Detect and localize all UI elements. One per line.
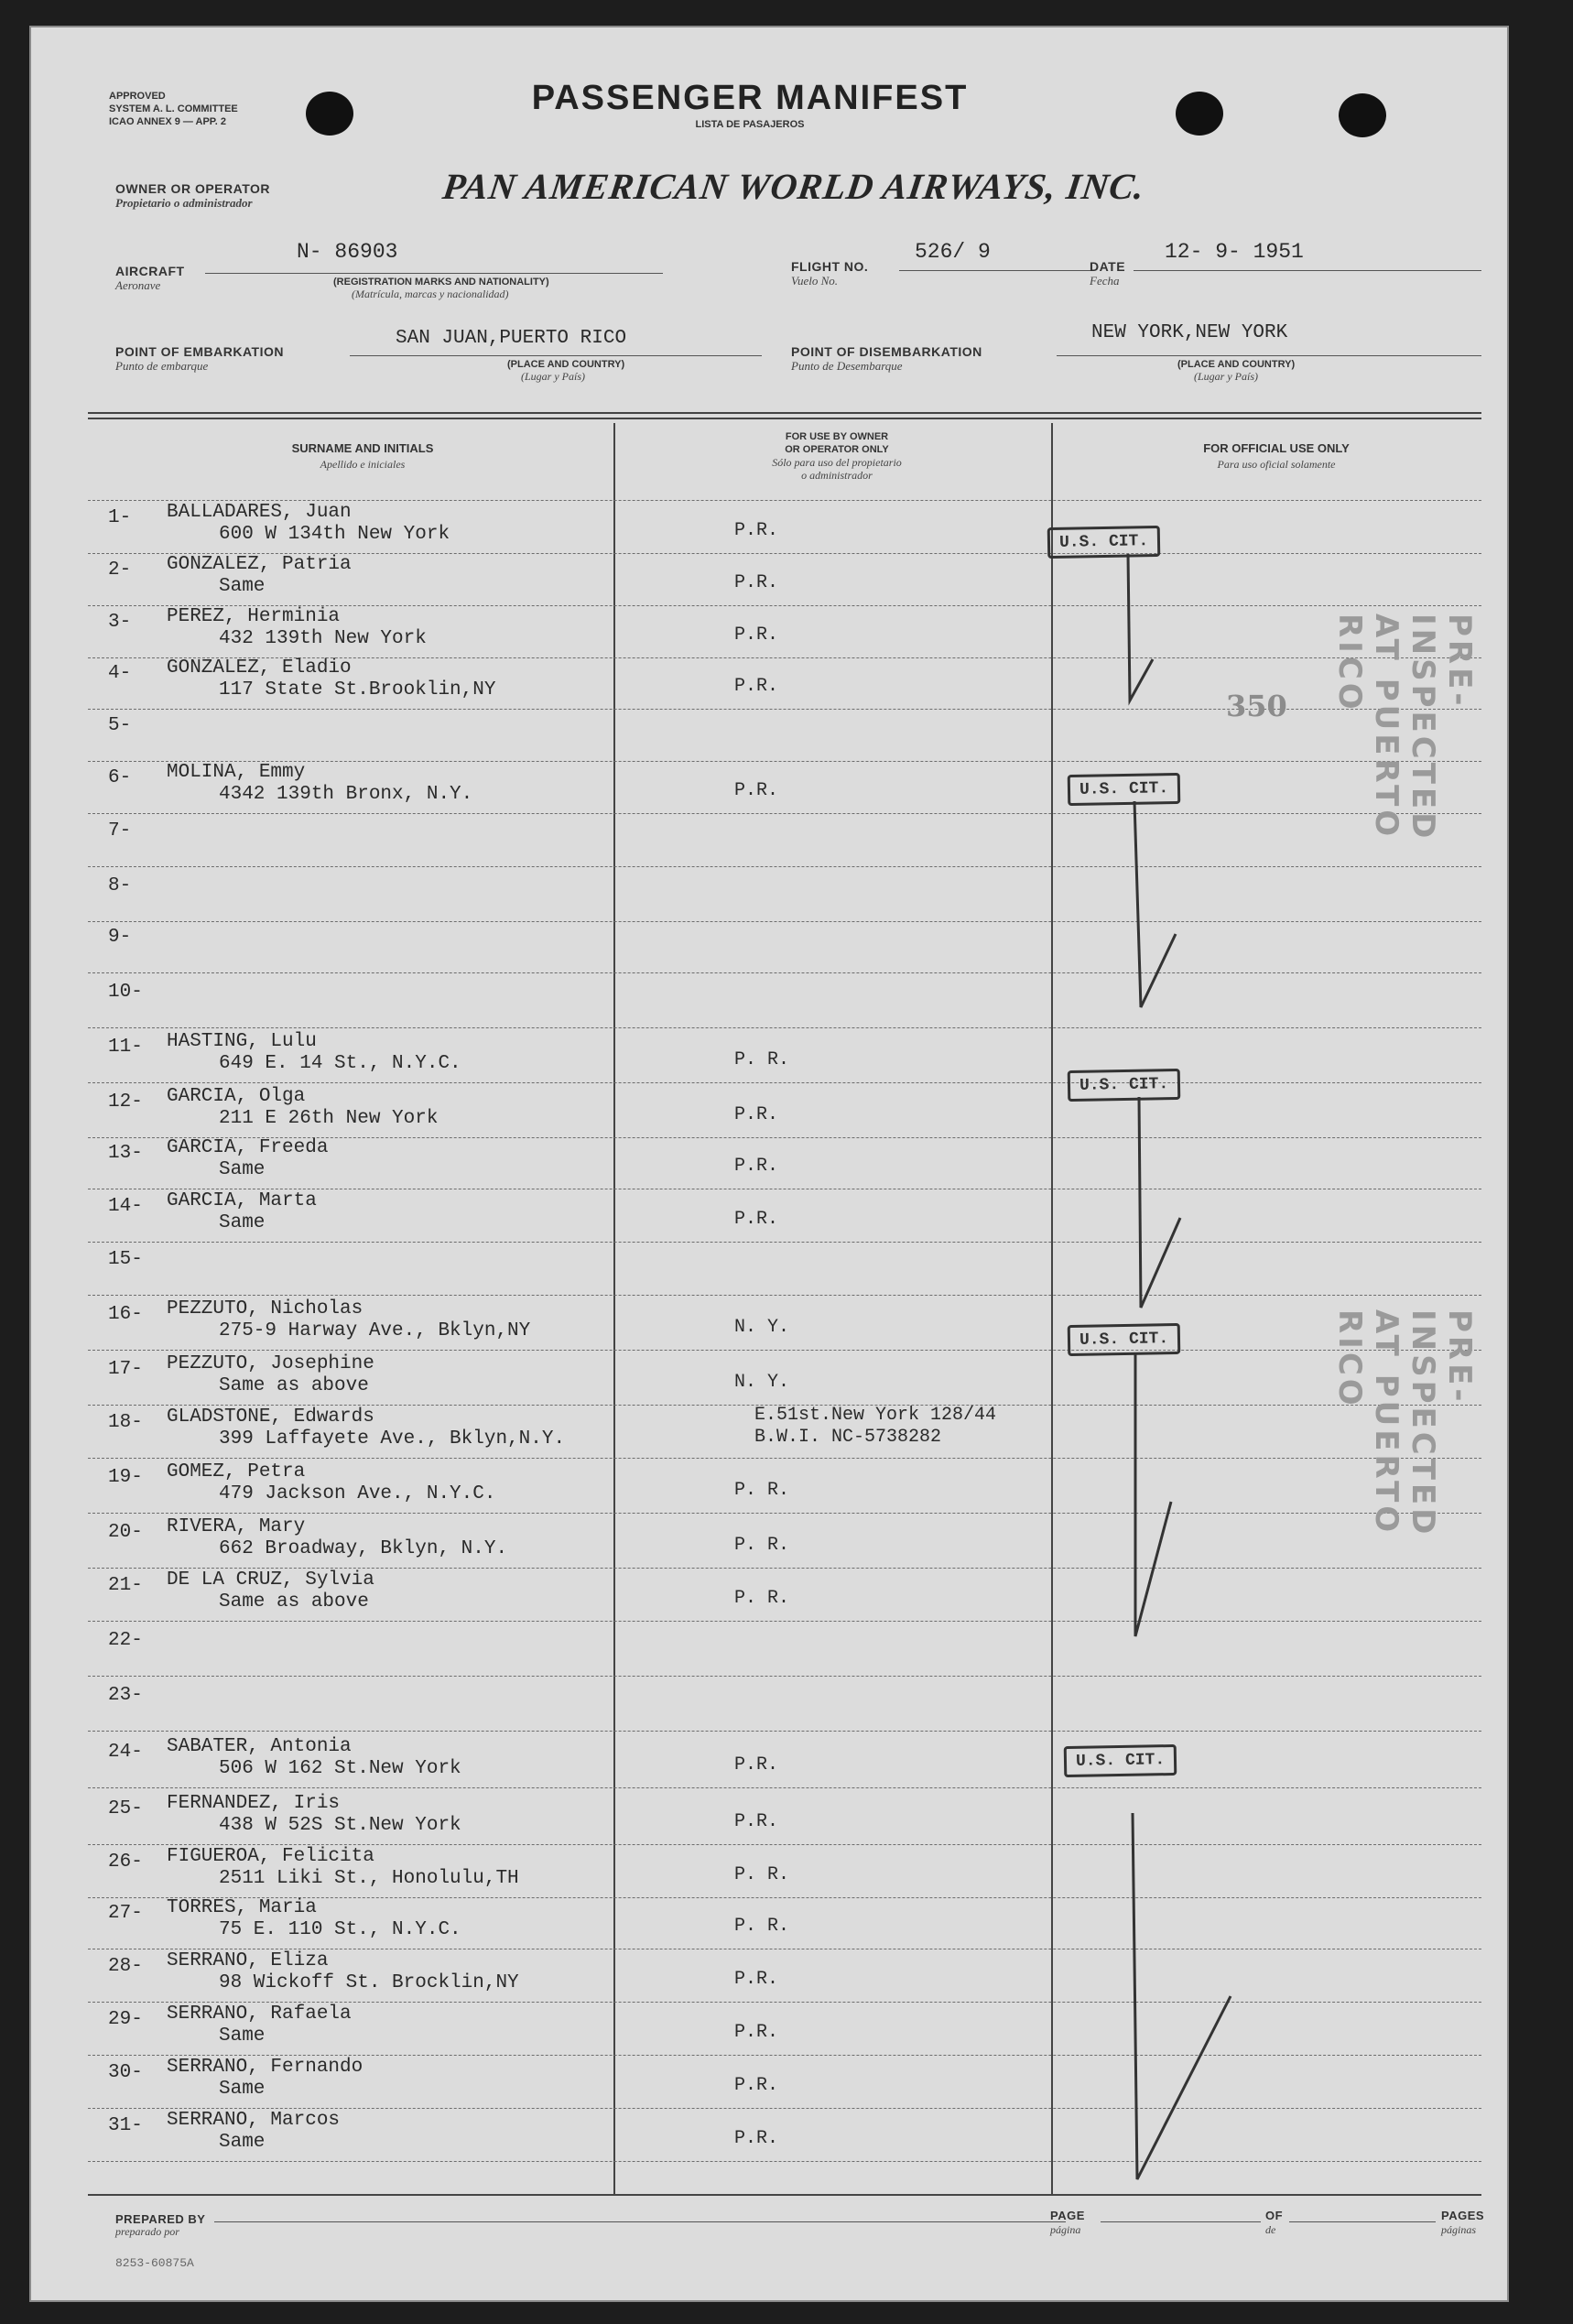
- passenger-address: Same: [219, 2079, 266, 2100]
- approval-line: APPROVED: [109, 91, 166, 102]
- us-citizen-stamp: U.S. CIT.: [1068, 1323, 1181, 1356]
- passenger-name: SERRANO, Marcos: [167, 2110, 341, 2131]
- row-number: 22-: [108, 1630, 143, 1651]
- check-mark: [1128, 554, 1153, 700]
- operator-code: P.R.: [734, 1104, 779, 1125]
- row-number: 17-: [108, 1359, 143, 1380]
- embark-value: SAN JUAN,PUERTO RICO: [396, 328, 627, 349]
- row-number: 12-: [108, 1091, 143, 1113]
- passenger-address: Same as above: [219, 1591, 369, 1613]
- operator-code: E.51st.New York 128/44: [754, 1405, 997, 1426]
- col-official-header-es: Para uso oficial solamente: [1217, 458, 1336, 471]
- page-underline: [1101, 2221, 1261, 2222]
- passenger-address: Same as above: [219, 1375, 369, 1396]
- disembark-label-es: Punto de Desembarque: [791, 359, 903, 373]
- aircraft-label: AIRCRAFT: [115, 264, 185, 278]
- passenger-address: 432 139th New York: [219, 628, 427, 649]
- row-number: 16-: [108, 1304, 143, 1325]
- us-citizen-stamp: U.S. CIT.: [1068, 1069, 1181, 1102]
- check-mark: [1139, 1097, 1180, 1308]
- prepared-label-es: preparado por: [115, 2225, 179, 2238]
- col-operator-line: FOR USE BY OWNER: [785, 431, 889, 442]
- operator-code: P. R.: [734, 1864, 790, 1885]
- us-citizen-stamp: U.S. CIT.: [1068, 773, 1181, 806]
- row-number: 8-: [108, 875, 132, 896]
- col-surname-header-es: Apellido e iniciales: [320, 458, 406, 471]
- operator-code: P. R.: [734, 1480, 790, 1501]
- embark-place-note-es: (Lugar y País): [521, 370, 585, 383]
- passenger-name: DE LA CRUZ, Sylvia: [167, 1569, 374, 1591]
- passenger-name: HASTING, Lulu: [167, 1031, 317, 1052]
- passenger-address: 399 Laffayete Ave., Bklyn,N.Y.: [219, 1428, 566, 1450]
- col-surname-header: SURNAME AND INITIALS: [291, 441, 434, 455]
- of-label: OF: [1265, 2209, 1284, 2222]
- check-mark: [1133, 1813, 1231, 2179]
- operator-code: N. Y.: [734, 1372, 790, 1393]
- passenger-name: TORRES, Maria: [167, 1897, 317, 1918]
- operator-code: P.R.: [734, 1811, 779, 1832]
- date-value: 12- 9- 1951: [1165, 240, 1304, 264]
- row-number: 4-: [108, 663, 132, 684]
- passenger-address: Same: [219, 1159, 266, 1180]
- disembark-value: NEW YORK,NEW YORK: [1091, 322, 1288, 343]
- row-number: 14-: [108, 1196, 143, 1217]
- passenger-name: SERRANO, Eliza: [167, 1950, 329, 1971]
- footer-rule: [88, 2194, 1481, 2196]
- passenger-name: RIVERA, Mary: [167, 1516, 306, 1537]
- embark-label: POINT OF EMBARKATION: [115, 344, 284, 359]
- passenger-name: GARCIA, Freeda: [167, 1137, 329, 1158]
- pre-inspected-stamp: PRE-INSPECTED AT PUERTO RICO: [1331, 1309, 1478, 1538]
- disembark-place-note: (PLACE AND COUNTRY): [1177, 359, 1296, 370]
- check-mark: [1135, 1353, 1171, 1636]
- of-label-es: de: [1265, 2223, 1276, 2236]
- date-label: DATE: [1090, 259, 1126, 274]
- passenger-name: BALLADARES, Juan: [167, 502, 352, 523]
- flight-label: FLIGHT NO.: [791, 259, 869, 274]
- operator-code: P. R.: [734, 1049, 790, 1070]
- operator-code: P.R.: [734, 520, 779, 541]
- passenger-address: Same: [219, 1212, 266, 1233]
- row-number: 20-: [108, 1522, 143, 1543]
- date-label-es: Fecha: [1090, 274, 1120, 288]
- check-mark: [1134, 801, 1176, 1007]
- flight-label-es: Vuelo No.: [791, 274, 839, 288]
- passenger-name: PEREZ, Herminia: [167, 606, 341, 627]
- operator-code: P.R.: [734, 676, 779, 697]
- row-number: 9-: [108, 927, 132, 948]
- row-number: 30-: [108, 2062, 143, 2083]
- col-operator-line: OR OPERATOR ONLY: [785, 444, 889, 455]
- passenger-address: Same: [219, 2025, 266, 2047]
- passenger-address: 211 E 26th New York: [219, 1108, 439, 1129]
- passenger-name: GONZALEZ, Eladio: [167, 657, 352, 679]
- operator-code: P.R.: [734, 2128, 779, 2149]
- row-number: 21-: [108, 1575, 143, 1596]
- page-label-es: página: [1050, 2223, 1081, 2236]
- row-number: 18-: [108, 1412, 143, 1433]
- passenger-name: GARCIA, Marta: [167, 1190, 317, 1211]
- passenger-address: 649 E. 14 St., N.Y.C.: [219, 1053, 461, 1074]
- passenger-address: 117 State St.Brooklin,NY: [219, 679, 496, 700]
- operator-code: N. Y.: [734, 1317, 790, 1338]
- passenger-address: 75 E. 110 St., N.Y.C.: [219, 1919, 461, 1940]
- row-number: 7-: [108, 820, 132, 842]
- operator-code: P.R.: [734, 624, 779, 646]
- row-number: 26-: [108, 1852, 143, 1873]
- prepared-underline: [214, 2221, 1066, 2222]
- passenger-name: SERRANO, Rafaela: [167, 2004, 352, 2025]
- passenger-address: 275-9 Harway Ave., Bklyn,NY: [219, 1320, 531, 1341]
- col-operator-line: Sólo para uso del propietario: [772, 456, 902, 469]
- prepared-label: PREPARED BY: [115, 2212, 206, 2226]
- approval-line: ICAO ANNEX 9 — APP. 2: [109, 116, 226, 127]
- us-citizen-stamp: U.S. CIT.: [1064, 1744, 1177, 1777]
- page-title: PASSENGER MANIFEST: [531, 79, 969, 117]
- row-number: 6-: [108, 767, 132, 788]
- operator-code: P.R.: [734, 780, 779, 801]
- pre-inspected-stamp: PRE-INSPECTED AT PUERTO RICO: [1331, 614, 1478, 842]
- us-citizen-stamp: U.S. CIT.: [1047, 526, 1161, 559]
- disembark-label: POINT OF DISEMBARKATION: [791, 344, 982, 359]
- passenger-address: 4342 139th Bronx, N.Y.: [219, 784, 473, 805]
- check-marks: [31, 27, 1507, 2300]
- of-underline: [1289, 2221, 1436, 2222]
- passenger-name: FERNANDEZ, Iris: [167, 1793, 341, 1814]
- embark-label-es: Punto de embarque: [115, 359, 209, 373]
- flight-value: 526/ 9: [915, 240, 991, 264]
- row-number: 13-: [108, 1143, 143, 1164]
- manifest-sheet: [29, 26, 1509, 2302]
- col-operator-line: o administrador: [801, 469, 873, 482]
- aircraft-note: (REGISTRATION MARKS AND NATIONALITY): [333, 277, 549, 288]
- aircraft-value: N- 86903: [297, 240, 398, 264]
- passenger-name: SERRANO, Fernando: [167, 2057, 363, 2078]
- embark-place-note: (PLACE AND COUNTRY): [507, 359, 625, 370]
- operator-code: P. R.: [734, 1588, 790, 1609]
- passenger-address: Same: [219, 2132, 266, 2153]
- aircraft-label-es: Aeronave: [115, 278, 161, 292]
- row-number: 1-: [108, 507, 132, 528]
- operator-name: PAN AMERICAN WORLD AIRWAYS, INC.: [439, 166, 1148, 207]
- passenger-address: 98 Wickoff St. Brocklin,NY: [219, 1972, 519, 1993]
- passenger-address: 479 Jackson Ave., N.Y.C.: [219, 1483, 496, 1504]
- operator-code: P.R.: [734, 572, 779, 593]
- disembark-place-note-es: (Lugar y País): [1194, 370, 1258, 383]
- row-number: 10-: [108, 982, 143, 1003]
- row-number: 31-: [108, 2115, 143, 2136]
- row-number: 28-: [108, 1956, 143, 1977]
- passenger-name: GOMEZ, Petra: [167, 1461, 306, 1482]
- row-number: 5-: [108, 715, 132, 736]
- operator-code: P.R.: [734, 2075, 779, 2096]
- pages-label: PAGES: [1441, 2209, 1485, 2222]
- aircraft-note-es: (Matrícula, marcas y nacionalidad): [352, 288, 509, 300]
- page-subtitle: LISTA DE PASAJEROS: [695, 119, 805, 130]
- passenger-name: SABATER, Antonia: [167, 1736, 352, 1757]
- col-official-header: FOR OFFICIAL USE ONLY: [1203, 441, 1350, 455]
- passenger-name: MOLINA, Emmy: [167, 762, 306, 783]
- row-number: 3-: [108, 612, 132, 633]
- passenger-name: GONZALEZ, Patria: [167, 554, 352, 575]
- operator-code-2: B.W.I. NC-5738282: [754, 1427, 942, 1448]
- stamp-number: 350: [1226, 689, 1287, 723]
- passenger-address: 662 Broadway, Bklyn, N.Y.: [219, 1538, 508, 1559]
- row-number: 19-: [108, 1467, 143, 1488]
- passenger-name: PEZZUTO, Nicholas: [167, 1298, 363, 1319]
- passenger-name: FIGUEROA, Felicita: [167, 1846, 374, 1867]
- row-number: 23-: [108, 1685, 143, 1706]
- passenger-address: 506 W 162 St.New York: [219, 1758, 461, 1779]
- passenger-name: GLADSTONE, Edwards: [167, 1406, 374, 1428]
- operator-code: P. R.: [734, 1916, 790, 1937]
- passenger-address: 438 W 52S St.New York: [219, 1815, 461, 1836]
- passenger-name: PEZZUTO, Josephine: [167, 1353, 374, 1374]
- row-number: 24-: [108, 1742, 143, 1763]
- approval-line: SYSTEM A. L. COMMITTEE: [109, 103, 238, 114]
- operator-code: P.R.: [734, 1754, 779, 1776]
- row-number: 29-: [108, 2009, 143, 2030]
- operator-code: P. R.: [734, 1535, 790, 1556]
- row-number: 15-: [108, 1249, 143, 1270]
- operator-code: P.R.: [734, 1156, 779, 1177]
- passenger-address: 600 W 134th New York: [219, 524, 450, 545]
- page-label: PAGE: [1050, 2209, 1085, 2222]
- passenger-name: GARCIA, Olga: [167, 1086, 306, 1107]
- row-number: 2-: [108, 559, 132, 581]
- operator-code: P.R.: [734, 2022, 779, 2043]
- operator-code: P.R.: [734, 1969, 779, 1990]
- row-number: 11-: [108, 1037, 143, 1058]
- form-number: 8253-60875A: [115, 2256, 194, 2270]
- passenger-address: 2511 Liki St., Honolulu,TH: [219, 1868, 519, 1889]
- pages-label-es: páginas: [1441, 2223, 1477, 2236]
- row-number: 27-: [108, 1903, 143, 1924]
- owner-label-es: Propietario o administrador: [115, 196, 253, 210]
- passenger-address: Same: [219, 576, 266, 597]
- owner-label: OWNER OR OPERATOR: [115, 181, 270, 196]
- operator-code: P.R.: [734, 1209, 779, 1230]
- row-number: 25-: [108, 1798, 143, 1819]
